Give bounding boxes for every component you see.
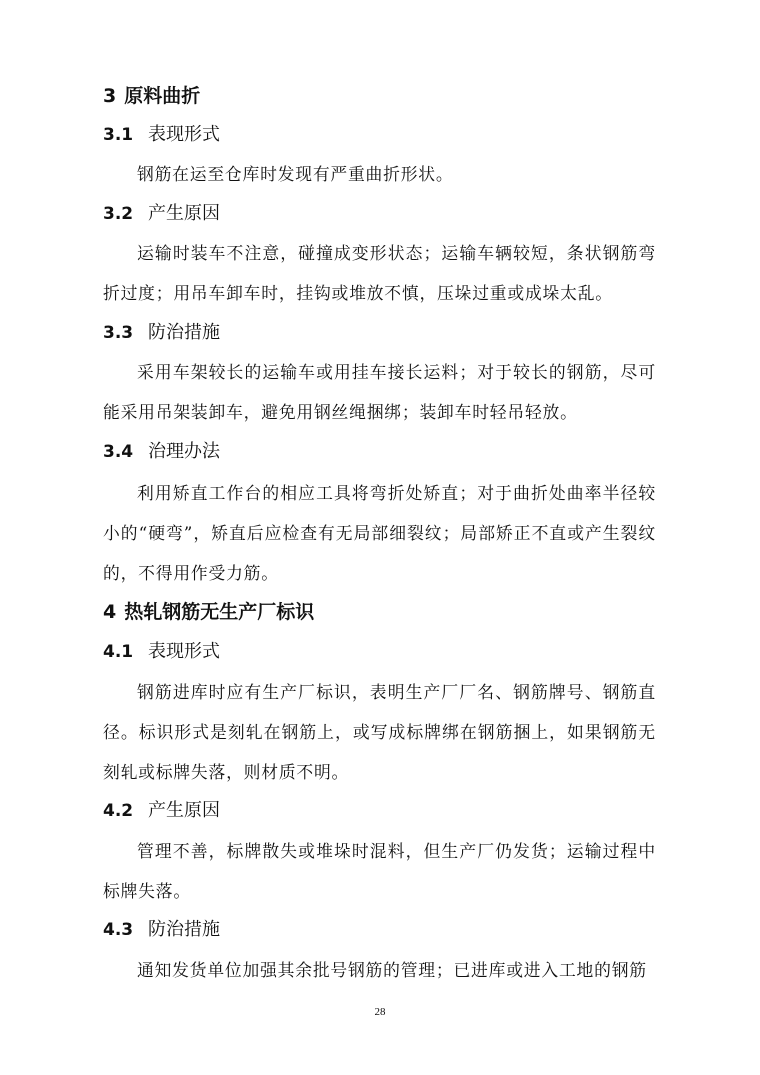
paragraph: 钢筋在运至仓库时发现有严重曲折形状。 [137,164,454,184]
subsection-title: 表现形式 [148,124,220,145]
subsection-number: 3.3 [103,323,134,343]
paragraph: 利用矫直工作台的相应工具将弯折处矫直；对于曲折处曲率半径较小的“硬弯”，矫直后应检查有无局部细裂纹；局部矫正不直或产生裂纹的，不得用作受力筋。 [103,483,656,583]
subsection-heading [103,123,220,147]
subsection-number: 3.2 [103,204,134,224]
section-number: 3 [103,85,117,107]
subsection-number: 3.1 [103,125,134,145]
page-number: 28 [374,1006,386,1018]
paragraph: 采用车架较长的运输车或用挂车接长运料；对于较长的钢筋，尽可能采用吊架装卸车，避免用钢丝绳捆绑；装卸车时轻吊轻放。 [103,362,656,422]
subsection-number: 4.1 [103,642,134,662]
paragraph: 钢筋进库时应有生产厂标识，表明生产厂厂名、钢筋牌号、钢筋直径。标识形式是刻轧在钢筋上，或写成标牌绑在钢筋捆上，如果钢筋无刻轧或标牌失落，则材质不明。 [103,682,656,782]
subsection-number: 4.2 [103,801,134,821]
subsection-title: 防治措施 [148,322,220,343]
subsection-heading [103,440,220,464]
paragraph: 通知发货单位加强其余批号钢筋的管理；已进库或进入工地的钢筋 [137,960,647,980]
subsection-title: 防治措施 [148,919,220,940]
paragraph: 管理不善，标牌散失或堆垛时混料，但生产厂仍发货；运输过程中标牌失落。 [103,841,656,901]
section-number: 4 [103,601,117,623]
subsection-heading [103,321,220,345]
paragraph: 运输时装车不注意，碰撞成变形状态；运输车辆较短，条状钢筋弯折过度；用吊车卸车时，挂钩或堆放不慎，压垛过重或成垛太乱。 [103,243,656,303]
subsection-title: 产生原因 [148,800,220,821]
subsection-title: 产生原因 [148,203,220,224]
section-heading [103,84,200,108]
subsection-heading [103,640,220,664]
section-title: 原料曲折 [124,85,201,107]
section-title: 热轧钢筋无生产厂标识 [124,601,315,623]
subsection-heading [103,918,220,942]
section-heading [103,600,314,624]
subsection-number: 3.4 [103,442,134,462]
subsection-number: 4.3 [103,920,134,940]
subsection-title: 治理办法 [148,441,220,462]
subsection-heading [103,202,220,226]
subsection-title: 表现形式 [148,641,220,662]
subsection-heading [103,799,220,823]
